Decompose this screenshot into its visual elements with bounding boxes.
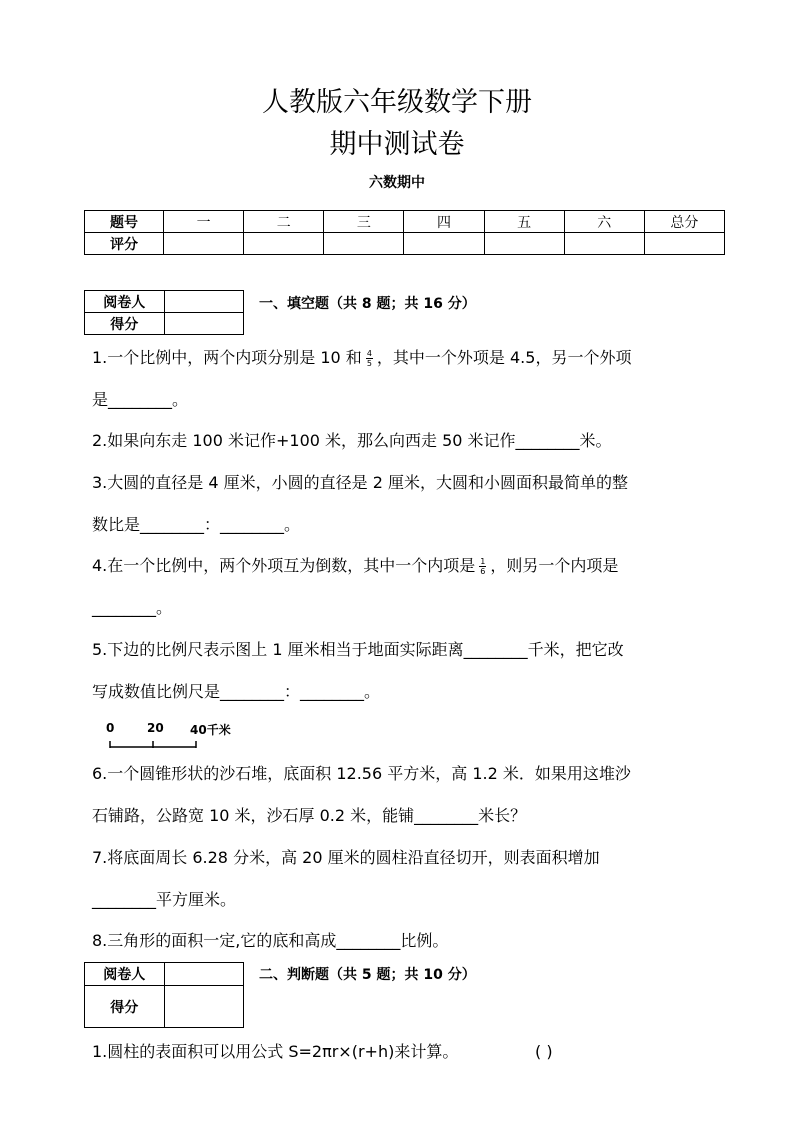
score-table-cell: 题号 (85, 211, 164, 233)
fraction-denominator: 6 (480, 567, 486, 576)
question-text: ，则另一个内项是 (490, 556, 619, 575)
score-cell-empty[interactable] (324, 233, 404, 255)
question-6: 6.一个圆锥形状的沙石堆，底面积 12.56 平方米，高 1.2 米．如果用这堆沙 (92, 764, 631, 783)
fraction-numerator: 4 (366, 349, 372, 358)
question-8: 8.三角形的面积一定,它的底和高成________比例。 (92, 931, 449, 950)
fraction-numerator: 1 (480, 557, 486, 566)
score-table-cell: 四 (404, 211, 484, 233)
section-heading: 二、判断题（共 5 题；共 10 分） (259, 967, 476, 983)
grader-label: 阅卷人 (85, 963, 165, 986)
question-text: 1.圆柱的表面积可以用公式 S=2πr×(r+h)来计算。 (92, 1042, 459, 1061)
score-label: 得分 (85, 313, 165, 335)
score-table-cell: 三 (324, 211, 404, 233)
score-label: 得分 (85, 986, 165, 1028)
score-table-cell: 总分 (644, 211, 724, 233)
page-title: 人教版六年级数学下册 (262, 87, 532, 118)
judge-question-1 (92, 1041, 717, 1063)
question-4-line2: ________。 (92, 598, 173, 617)
grader-cell-empty[interactable] (164, 963, 243, 986)
score-table-cell: 一 (164, 211, 244, 233)
question-5: 5.下边的比例尺表示图上 1 厘米相当于地面实际距离________千米，把它改 (92, 640, 624, 659)
question-text: 4.在一个比例中，两个外项互为倒数，其中一个内项是 (92, 556, 476, 575)
score-table (84, 210, 725, 255)
fraction (479, 557, 486, 576)
answer-parentheses[interactable]: ( ) (535, 1042, 553, 1061)
scale-bar (108, 738, 200, 750)
question-1-line2: 是________。 (92, 390, 189, 409)
question-5-line2: 写成数值比例尺是________：________。 (92, 682, 381, 701)
score-cell-empty[interactable] (164, 313, 243, 335)
question-1 (92, 347, 717, 369)
score-cell-empty[interactable] (404, 233, 484, 255)
score-cell-empty[interactable] (644, 233, 724, 255)
fraction-denominator: 5 (366, 359, 372, 368)
question-6-line2: 石铺路，公路宽 10 米，沙石厚 0.2 米，能铺________米长？ (92, 806, 527, 825)
question-text: ，其中一个外项是 4.5，另一个外项 (376, 348, 632, 367)
score-cell-empty[interactable] (484, 233, 564, 255)
score-table-cell: 六 (564, 211, 644, 233)
question-7-line2: ________平方厘米。 (92, 890, 237, 909)
question-7: 7.将底面周长 6.28 分米，高 20 厘米的圆柱沿直径切开，则表面积增加 (92, 848, 600, 867)
fraction (366, 349, 373, 368)
page-subtitle: 期中测试卷 (329, 129, 465, 160)
question-2: 2.如果向东走 100 米记作+100 米，那么向西走 50 米记作________米。 (92, 431, 612, 450)
score-cell-empty[interactable] (164, 986, 243, 1028)
question-3: 3.大圆的直径是 4 厘米，小圆的直径是 2 厘米，大圆和小圆面积最简单的整 (92, 473, 628, 492)
score-cell-empty[interactable] (564, 233, 644, 255)
exam-code: 六数期中 (369, 175, 425, 191)
score-cell-empty[interactable] (164, 233, 244, 255)
scale-label-20: 20 (147, 721, 164, 735)
grader-label: 阅卷人 (85, 291, 165, 313)
scale-label-40: 40千米 (190, 723, 231, 737)
score-cell-empty[interactable] (244, 233, 324, 255)
scale-label-0: 0 (106, 721, 115, 735)
grader-box (84, 290, 244, 335)
section-heading: 一、填空题（共 8 题；共 16 分） (259, 296, 476, 312)
score-table-header-row (85, 211, 725, 233)
grader-box (84, 962, 244, 1028)
question-3-line2: 数比是________：________。 (92, 515, 301, 534)
question-text: 1.一个比例中，两个内项分别是 10 和 (92, 348, 362, 367)
score-table-cell: 二 (244, 211, 324, 233)
score-table-score-row (85, 233, 725, 255)
score-table-cell: 五 (484, 211, 564, 233)
score-table-cell: 评分 (85, 233, 164, 255)
grader-cell-empty[interactable] (164, 291, 243, 313)
question-4 (92, 555, 717, 577)
